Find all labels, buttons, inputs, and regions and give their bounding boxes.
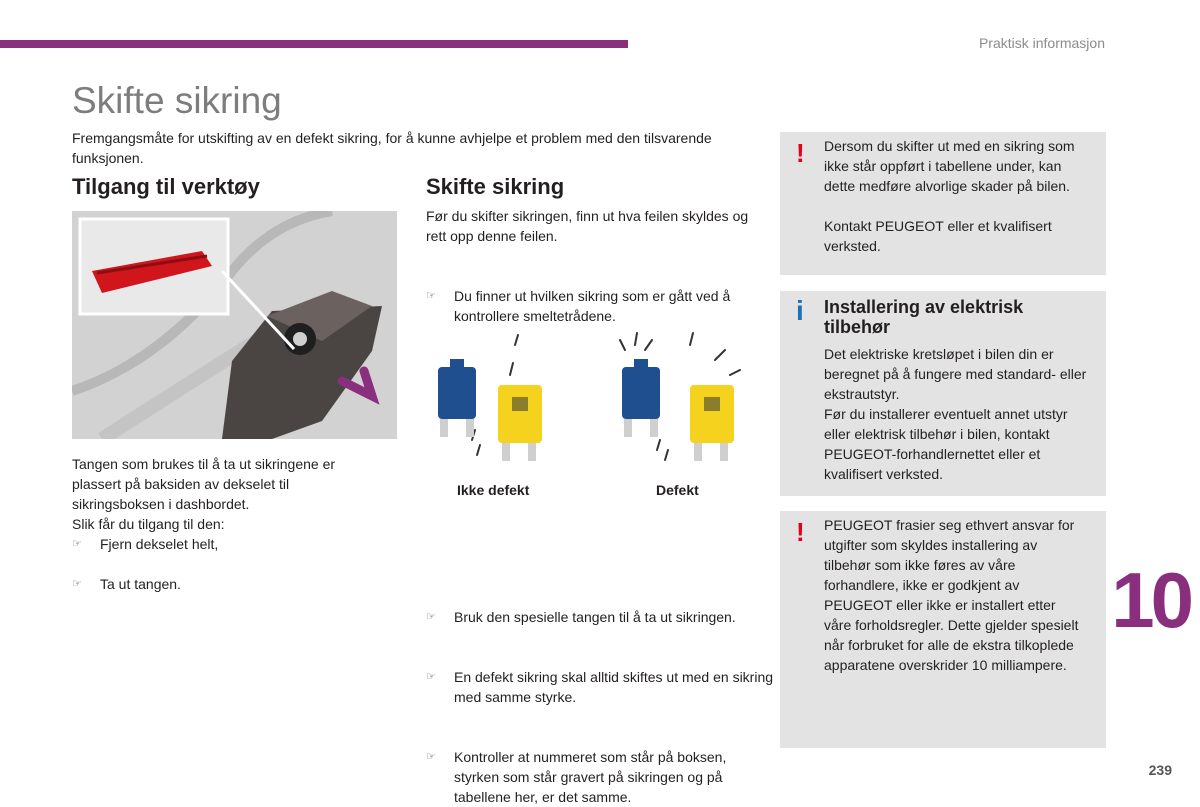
warning-box-1 — [780, 132, 1106, 275]
info-text-1: Det elektriske kretsløpet i bilen din er beregnet på å fungere med standard- eller ekstrautstyr. — [824, 346, 1087, 402]
caption-defective: Defekt — [656, 482, 699, 498]
middle-bullet-same-rating: ☞ En defekt sikring skal alltid skiftes ut med en sikring med samme styrke. — [426, 667, 774, 707]
info-icon: i — [796, 295, 804, 326]
page-number: 239 — [1148, 762, 1172, 778]
left-lead: Slik får du tilgang til den: — [72, 516, 225, 532]
info-box — [780, 291, 1106, 496]
info-heading: Installering av elektrisk tilbehør — [824, 297, 1024, 337]
left-bullet-take-tongs: ☞ Ta ut tangen. — [72, 574, 380, 594]
warning-icon: ! — [796, 517, 805, 547]
left-paragraph: Tangen som brukes til å ta ut sikringene er plassert på baksiden av dekselet til sikringsboksen i dashbordet. — [72, 456, 336, 512]
heading-change-fuse: Skifte sikring — [426, 174, 565, 199]
info-text-2: Før du installerer eventuelt annet utstyr eller elektrisk tilbehør i bilen, kontakt PEUGEOT-forhandlernettet eller et kvalifisert verksted. — [824, 406, 1068, 482]
fusebox-photo — [72, 211, 397, 439]
page-title: Skifte sikring — [72, 80, 282, 121]
ok-fuses — [438, 335, 542, 461]
heading-tool-access: Tilgang til verktøy — [72, 174, 260, 199]
middle-bullet-check-number: ☞ Kontroller at nummeret som står på boksen, styrken som står gravert på sikringen og på tabellene her, er det samme. — [426, 747, 754, 807]
intro-text: Fremgangsmåte for utskifting av en defekt sikring, for å kunne avhjelpe et problem med den tilsvarende funksjonen. — [72, 130, 712, 166]
defect-fuses — [620, 333, 740, 461]
caption-not-defective: Ikke defekt — [457, 482, 530, 498]
warning-box-2 — [780, 511, 1106, 748]
header-accent-bar — [0, 40, 628, 48]
warning-icon: ! — [796, 138, 805, 168]
middle-paragraph: Før du skifter sikringen, finn ut hva feilen skyldes og rett opp denne feilen. — [426, 208, 749, 244]
fuse-illustration — [420, 325, 750, 475]
warning2-text: PEUGEOT frasier seg ethvert ansvar for utgifter som skyldes installering av tilbehør som ikke føres av våre forhandlere, ikke er godkjent av PEUGEOT eller ikke er installert etter våre forholdsregler. Dette gjelder spesielt når forbruket for alle de ekstra tilkoplede apparatene overskrider 10 milliampere. — [824, 517, 1079, 673]
warning1-text: Dersom du skifter ut med en sikring som ikke står oppført i tabellene under, kan dette medføre alvorlige skader på bilen. — [824, 138, 1075, 194]
section-label: Praktisk informasjon — [978, 35, 1105, 51]
left-bullet-remove-cover: ☞ Fjern dekselet helt, — [72, 534, 380, 554]
middle-bullet-use-tongs: ☞ Bruk den spesielle tangen til å ta ut sikringen. — [426, 607, 754, 627]
warning1-contact: Kontakt PEUGEOT eller et kvalifisert verksted. — [824, 218, 1052, 254]
middle-bullet-identify: ☞ Du finner ut hvilken sikring som er gått ved å kontrollere smeltetrådene. — [426, 286, 774, 326]
chapter-number: 10 — [1111, 556, 1190, 644]
